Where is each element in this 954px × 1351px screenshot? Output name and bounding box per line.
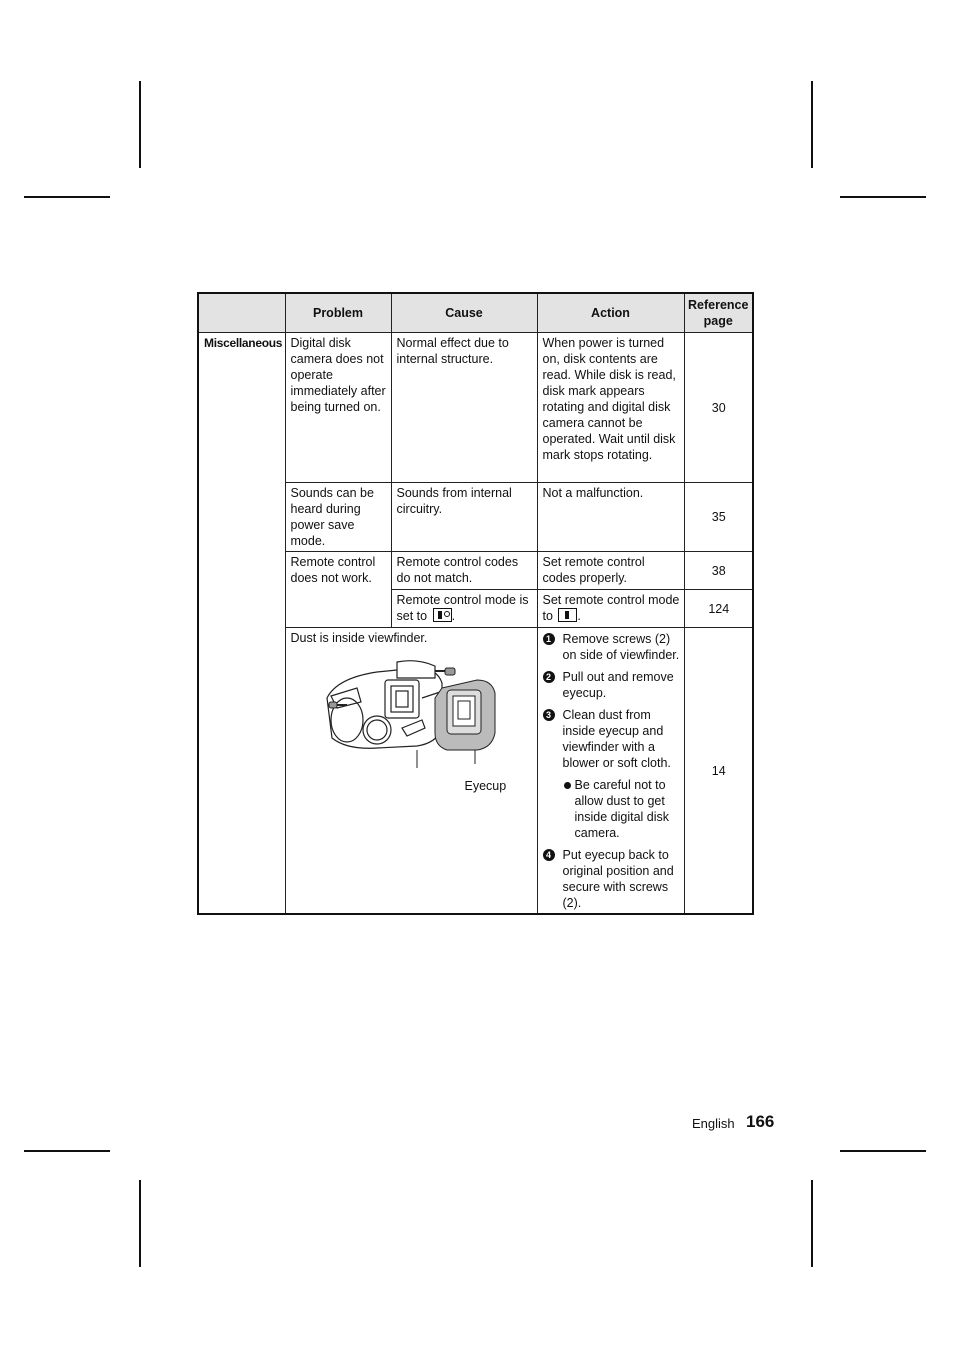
- problem-cell: [285, 628, 537, 915]
- step-text: Remove screws (2) on side of viewfinder.: [562, 632, 680, 662]
- page-number: 166: [746, 1112, 775, 1131]
- crop-mark: [24, 1150, 110, 1152]
- viewfinder-illustration: [291, 654, 531, 794]
- category-label: Miscellaneous: [204, 336, 283, 350]
- header-blank: [198, 293, 285, 333]
- eyecup-label: Eyecup: [464, 779, 507, 793]
- problem-text: Dust is inside viewfinder.: [290, 631, 428, 645]
- step-text: Put eyecup back to original position and secure with screws (2).: [562, 848, 674, 910]
- remote-mode-icon: [558, 608, 577, 622]
- table-row: [198, 333, 753, 483]
- table-header-row: [198, 293, 753, 333]
- crop-mark: [139, 81, 141, 168]
- action-text: Set remote control mode to: [542, 593, 680, 623]
- cause-cell: Normal effect due to internal structure.: [391, 333, 537, 483]
- step-text: Clean dust from inside eyecup and viewfinder with a blower or soft cloth.: [562, 708, 671, 770]
- cause-cell: Remote control codes do not match.: [391, 552, 537, 590]
- header-reference: Reference page: [684, 293, 753, 333]
- bullet-icon: [564, 782, 571, 789]
- ref-cell: 124: [684, 590, 753, 628]
- crop-mark: [24, 196, 110, 198]
- step-item: [543, 631, 680, 663]
- step-number: 4: [543, 849, 555, 861]
- crop-mark: [811, 81, 813, 168]
- ref-cell: 35: [684, 483, 753, 552]
- header-cause: Cause: [391, 293, 537, 333]
- action-cell: Not a malfunction.: [537, 483, 684, 552]
- note-text: Be careful not to allow dust to get inside digital disk camera.: [574, 778, 669, 840]
- note-item: [543, 777, 680, 841]
- ref-cell: 30: [684, 333, 753, 483]
- step-item: [543, 707, 680, 771]
- header-problem: Problem: [285, 293, 391, 333]
- action-suffix: .: [577, 609, 581, 623]
- action-cell: Set remote control codes properly.: [537, 552, 684, 590]
- troubleshooting-table: [197, 292, 754, 915]
- header-action: Action: [537, 293, 684, 333]
- cause-cell: Sounds from internal circuitry.: [391, 483, 537, 552]
- action-cell: When power is turned on, disk contents are read. While disk is read, disk mark appears rotating and digital disk camera cannot be operated. Wait until disk mark stops rotating.: [537, 333, 684, 483]
- problem-cell: Remote control does not work.: [285, 552, 391, 628]
- crop-mark: [840, 196, 926, 198]
- problem-cell: Digital disk camera does not operate immediately after being turned on.: [285, 333, 391, 483]
- action-steps: [543, 631, 680, 771]
- ref-cell: 38: [684, 552, 753, 590]
- footer-language: English: [692, 1116, 735, 1131]
- cause-text: Remote control mode is set to: [396, 593, 529, 623]
- step-item: [543, 847, 680, 911]
- crop-mark: [811, 1180, 813, 1267]
- category-cell: [198, 333, 285, 915]
- remote-timer-mode-icon: [433, 608, 452, 622]
- action-steps: [543, 847, 680, 911]
- step-number: 2: [543, 671, 555, 683]
- step-text: Pull out and remove eyecup.: [562, 670, 674, 700]
- camera-eyecup-drawing: [317, 658, 517, 778]
- crop-mark: [840, 1150, 926, 1152]
- step-number: 1: [543, 633, 555, 645]
- cause-cell: [391, 590, 537, 628]
- crop-mark: [139, 1180, 141, 1267]
- ref-cell: 14: [684, 628, 753, 915]
- step-item: [543, 669, 680, 701]
- action-cell: [537, 628, 684, 915]
- cause-suffix: .: [451, 609, 456, 623]
- action-cell: [537, 590, 684, 628]
- step-number: 3: [543, 709, 555, 721]
- problem-cell: Sounds can be heard during power save mode.: [285, 483, 391, 552]
